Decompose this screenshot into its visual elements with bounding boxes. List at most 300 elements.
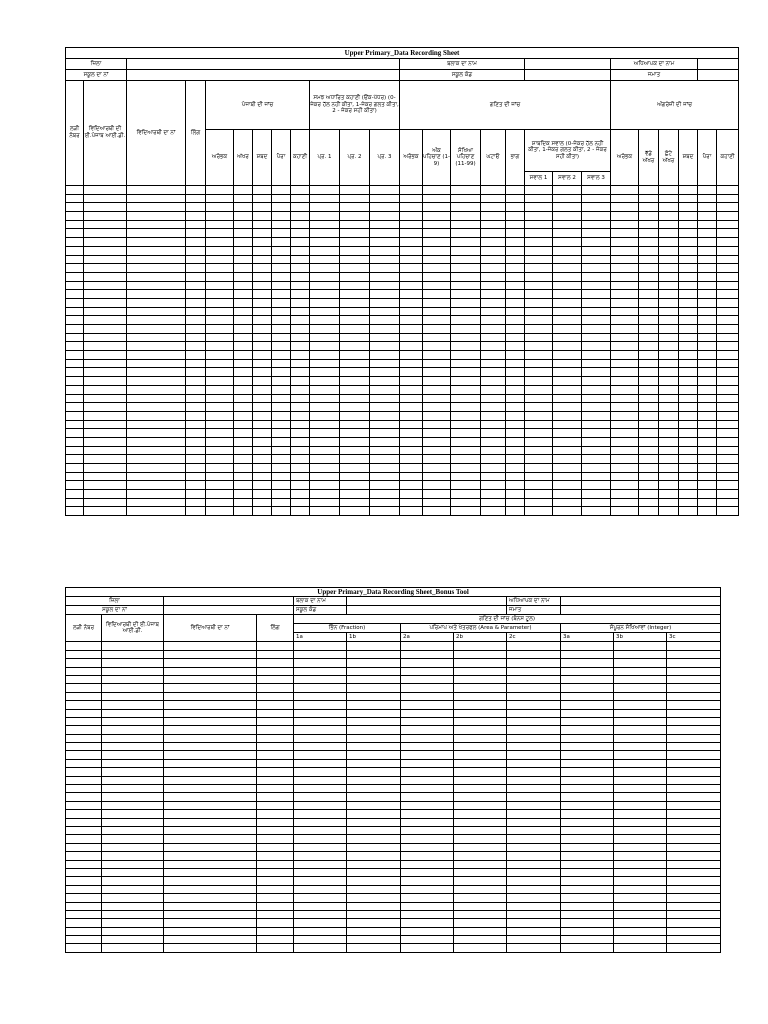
entry-cell[interactable] [611, 238, 639, 247]
entry-cell[interactable] [102, 675, 164, 683]
entry-cell[interactable] [400, 342, 423, 351]
entry-cell[interactable] [291, 411, 310, 420]
entry-cell[interactable] [186, 238, 206, 247]
entry-cell[interactable] [506, 385, 525, 394]
entry-cell[interactable] [253, 246, 272, 255]
entry-cell[interactable] [127, 481, 186, 490]
entry-cell[interactable] [614, 768, 667, 776]
entry-cell[interactable] [679, 186, 698, 195]
entry-cell[interactable] [272, 429, 291, 438]
entry-cell[interactable] [698, 498, 717, 507]
bonus-class-field[interactable] [561, 606, 721, 615]
entry-cell[interactable] [272, 411, 291, 420]
entry-cell[interactable] [102, 659, 164, 667]
entry-cell[interactable] [611, 437, 639, 446]
entry-cell[interactable] [698, 490, 717, 499]
entry-cell[interactable] [253, 359, 272, 368]
entry-cell[interactable] [310, 394, 340, 403]
entry-cell[interactable] [370, 481, 400, 490]
entry-cell[interactable] [127, 229, 186, 238]
entry-cell[interactable] [272, 359, 291, 368]
entry-cell[interactable] [553, 403, 582, 412]
entry-cell[interactable] [257, 801, 294, 809]
entry-cell[interactable] [234, 472, 253, 481]
entry-cell[interactable] [506, 325, 525, 334]
entry-cell[interactable] [717, 281, 739, 290]
entry-cell[interactable] [66, 481, 84, 490]
entry-cell[interactable] [717, 464, 739, 473]
entry-cell[interactable] [370, 333, 400, 342]
entry-cell[interactable] [127, 411, 186, 420]
entry-cell[interactable] [66, 220, 84, 229]
entry-cell[interactable] [253, 490, 272, 499]
entry-cell[interactable] [206, 238, 234, 247]
entry-cell[interactable] [698, 481, 717, 490]
entry-cell[interactable] [347, 902, 401, 910]
entry-cell[interactable] [614, 894, 667, 902]
entry-cell[interactable] [234, 212, 253, 221]
entry-cell[interactable] [66, 298, 84, 307]
entry-cell[interactable] [253, 429, 272, 438]
entry-cell[interactable] [66, 860, 102, 868]
entry-cell[interactable] [340, 455, 370, 464]
entry-cell[interactable] [347, 734, 401, 742]
entry-cell[interactable] [84, 238, 127, 247]
entry-cell[interactable] [659, 498, 679, 507]
entry-cell[interactable] [553, 298, 582, 307]
entry-cell[interactable] [347, 894, 401, 902]
entry-cell[interactable] [698, 429, 717, 438]
entry-cell[interactable] [272, 498, 291, 507]
entry-cell[interactable] [698, 507, 717, 516]
entry-cell[interactable] [553, 455, 582, 464]
entry-cell[interactable] [698, 220, 717, 229]
entry-cell[interactable] [639, 481, 659, 490]
entry-cell[interactable] [582, 307, 611, 316]
entry-cell[interactable] [611, 368, 639, 377]
entry-cell[interactable] [451, 411, 481, 420]
entry-cell[interactable] [234, 307, 253, 316]
entry-cell[interactable] [525, 316, 553, 325]
entry-cell[interactable] [454, 877, 507, 885]
entry-cell[interactable] [561, 894, 614, 902]
entry-cell[interactable] [234, 507, 253, 516]
entry-cell[interactable] [525, 255, 553, 264]
entry-cell[interactable] [164, 776, 257, 784]
entry-cell[interactable] [525, 490, 553, 499]
entry-cell[interactable] [400, 325, 423, 334]
entry-cell[interactable] [127, 455, 186, 464]
entry-cell[interactable] [423, 403, 451, 412]
entry-cell[interactable] [310, 403, 340, 412]
entry-cell[interactable] [310, 481, 340, 490]
entry-cell[interactable] [164, 717, 257, 725]
entry-cell[interactable] [347, 675, 401, 683]
entry-cell[interactable] [66, 717, 102, 725]
entry-cell[interactable] [340, 186, 370, 195]
entry-cell[interactable] [679, 272, 698, 281]
entry-cell[interactable] [451, 472, 481, 481]
entry-cell[interactable] [506, 368, 525, 377]
entry-cell[interactable] [561, 659, 614, 667]
entry-cell[interactable] [253, 333, 272, 342]
entry-cell[interactable] [582, 194, 611, 203]
entry-cell[interactable] [206, 359, 234, 368]
entry-cell[interactable] [253, 290, 272, 299]
entry-cell[interactable] [507, 642, 561, 650]
entry-cell[interactable] [84, 212, 127, 221]
entry-cell[interactable] [611, 298, 639, 307]
entry-cell[interactable] [186, 420, 206, 429]
entry-cell[interactable] [253, 455, 272, 464]
entry-cell[interactable] [659, 472, 679, 481]
entry-cell[interactable] [84, 385, 127, 394]
entry-cell[interactable] [614, 793, 667, 801]
entry-cell[interactable] [401, 768, 454, 776]
entry-cell[interactable] [423, 272, 451, 281]
entry-cell[interactable] [698, 246, 717, 255]
entry-cell[interactable] [206, 351, 234, 360]
entry-cell[interactable] [127, 307, 186, 316]
entry-cell[interactable] [659, 298, 679, 307]
entry-cell[interactable] [347, 936, 401, 944]
entry-cell[interactable] [400, 481, 423, 490]
entry-cell[interactable] [507, 717, 561, 725]
entry-cell[interactable] [659, 429, 679, 438]
entry-cell[interactable] [347, 751, 401, 759]
entry-cell[interactable] [102, 684, 164, 692]
entry-cell[interactable] [186, 246, 206, 255]
entry-cell[interactable] [561, 734, 614, 742]
entry-cell[interactable] [253, 507, 272, 516]
entry-cell[interactable] [659, 325, 679, 334]
entry-cell[interactable] [164, 843, 257, 851]
entry-cell[interactable] [659, 464, 679, 473]
entry-cell[interactable] [451, 186, 481, 195]
entry-cell[interactable] [400, 272, 423, 281]
entry-cell[interactable] [451, 394, 481, 403]
entry-cell[interactable] [164, 944, 257, 952]
entry-cell[interactable] [340, 403, 370, 412]
entry-cell[interactable] [294, 650, 347, 658]
entry-cell[interactable] [506, 264, 525, 273]
entry-cell[interactable] [127, 446, 186, 455]
entry-cell[interactable] [611, 411, 639, 420]
entry-cell[interactable] [507, 726, 561, 734]
entry-cell[interactable] [582, 342, 611, 351]
entry-cell[interactable] [127, 351, 186, 360]
entry-cell[interactable] [186, 298, 206, 307]
entry-cell[interactable] [340, 507, 370, 516]
entry-cell[interactable] [667, 717, 721, 725]
class-field[interactable] [698, 70, 739, 81]
entry-cell[interactable] [272, 351, 291, 360]
entry-cell[interactable] [66, 333, 84, 342]
entry-cell[interactable] [370, 464, 400, 473]
entry-cell[interactable] [234, 490, 253, 499]
entry-cell[interactable] [186, 194, 206, 203]
entry-cell[interactable] [257, 852, 294, 860]
entry-cell[interactable] [310, 298, 340, 307]
entry-cell[interactable] [272, 290, 291, 299]
entry-cell[interactable] [679, 472, 698, 481]
entry-cell[interactable] [370, 186, 400, 195]
entry-cell[interactable] [401, 936, 454, 944]
entry-cell[interactable] [84, 429, 127, 438]
entry-cell[interactable] [553, 220, 582, 229]
entry-cell[interactable] [507, 659, 561, 667]
entry-cell[interactable] [454, 793, 507, 801]
school-code-field[interactable] [525, 70, 611, 81]
entry-cell[interactable] [582, 359, 611, 368]
entry-cell[interactable] [553, 281, 582, 290]
entry-cell[interactable] [525, 290, 553, 299]
entry-cell[interactable] [717, 377, 739, 386]
entry-cell[interactable] [481, 351, 506, 360]
entry-cell[interactable] [370, 437, 400, 446]
entry-cell[interactable] [553, 307, 582, 316]
entry-cell[interactable] [525, 394, 553, 403]
entry-cell[interactable] [401, 659, 454, 667]
entry-cell[interactable] [451, 203, 481, 212]
entry-cell[interactable] [234, 385, 253, 394]
entry-cell[interactable] [667, 793, 721, 801]
entry-cell[interactable] [679, 264, 698, 273]
entry-cell[interactable] [507, 801, 561, 809]
entry-cell[interactable] [561, 936, 614, 944]
entry-cell[interactable] [639, 437, 659, 446]
entry-cell[interactable] [272, 194, 291, 203]
entry-cell[interactable] [561, 835, 614, 843]
entry-cell[interactable] [257, 944, 294, 952]
entry-cell[interactable] [506, 446, 525, 455]
entry-cell[interactable] [272, 368, 291, 377]
entry-cell[interactable] [401, 826, 454, 834]
entry-cell[interactable] [639, 446, 659, 455]
entry-cell[interactable] [310, 194, 340, 203]
entry-cell[interactable] [639, 490, 659, 499]
entry-cell[interactable] [507, 734, 561, 742]
entry-cell[interactable] [553, 420, 582, 429]
entry-cell[interactable] [234, 264, 253, 273]
entry-cell[interactable] [257, 910, 294, 918]
entry-cell[interactable] [66, 902, 102, 910]
entry-cell[interactable] [400, 194, 423, 203]
entry-cell[interactable] [66, 255, 84, 264]
entry-cell[interactable] [423, 220, 451, 229]
entry-cell[interactable] [84, 464, 127, 473]
entry-cell[interactable] [66, 743, 102, 751]
entry-cell[interactable] [507, 743, 561, 751]
entry-cell[interactable] [698, 437, 717, 446]
entry-cell[interactable] [347, 743, 401, 751]
entry-cell[interactable] [423, 377, 451, 386]
entry-cell[interactable] [717, 342, 739, 351]
entry-cell[interactable] [454, 642, 507, 650]
entry-cell[interactable] [253, 368, 272, 377]
entry-cell[interactable] [400, 307, 423, 316]
entry-cell[interactable] [206, 377, 234, 386]
entry-cell[interactable] [291, 420, 310, 429]
entry-cell[interactable] [206, 333, 234, 342]
entry-cell[interactable] [506, 220, 525, 229]
entry-cell[interactable] [272, 203, 291, 212]
entry-cell[interactable] [525, 272, 553, 281]
entry-cell[interactable] [667, 751, 721, 759]
entry-cell[interactable] [423, 281, 451, 290]
entry-cell[interactable] [561, 743, 614, 751]
entry-cell[interactable] [84, 203, 127, 212]
entry-cell[interactable] [481, 298, 506, 307]
entry-cell[interactable] [272, 377, 291, 386]
entry-cell[interactable] [454, 919, 507, 927]
entry-cell[interactable] [234, 333, 253, 342]
entry-cell[interactable] [639, 411, 659, 420]
entry-cell[interactable] [291, 194, 310, 203]
entry-cell[interactable] [717, 455, 739, 464]
entry-cell[interactable] [639, 394, 659, 403]
entry-cell[interactable] [66, 281, 84, 290]
entry-cell[interactable] [370, 316, 400, 325]
entry-cell[interactable] [614, 701, 667, 709]
entry-cell[interactable] [257, 894, 294, 902]
entry-cell[interactable] [102, 919, 164, 927]
entry-cell[interactable] [257, 659, 294, 667]
entry-cell[interactable] [525, 455, 553, 464]
entry-cell[interactable] [614, 919, 667, 927]
entry-cell[interactable] [698, 394, 717, 403]
entry-cell[interactable] [553, 272, 582, 281]
entry-cell[interactable] [340, 264, 370, 273]
entry-cell[interactable] [525, 325, 553, 334]
entry-cell[interactable] [679, 385, 698, 394]
entry-cell[interactable] [639, 455, 659, 464]
entry-cell[interactable] [272, 333, 291, 342]
entry-cell[interactable] [253, 229, 272, 238]
entry-cell[interactable] [717, 498, 739, 507]
entry-cell[interactable] [507, 826, 561, 834]
entry-cell[interactable] [206, 498, 234, 507]
entry-cell[interactable] [582, 351, 611, 360]
entry-cell[interactable] [614, 675, 667, 683]
entry-cell[interactable] [667, 692, 721, 700]
entry-cell[interactable] [294, 801, 347, 809]
entry-cell[interactable] [291, 481, 310, 490]
entry-cell[interactable] [66, 238, 84, 247]
entry-cell[interactable] [506, 238, 525, 247]
entry-cell[interactable] [401, 776, 454, 784]
entry-cell[interactable] [454, 910, 507, 918]
entry-cell[interactable] [454, 835, 507, 843]
entry-cell[interactable] [234, 255, 253, 264]
entry-cell[interactable] [253, 325, 272, 334]
entry-cell[interactable] [206, 446, 234, 455]
entry-cell[interactable] [423, 455, 451, 464]
entry-cell[interactable] [481, 246, 506, 255]
entry-cell[interactable] [340, 464, 370, 473]
entry-cell[interactable] [84, 186, 127, 195]
entry-cell[interactable] [272, 437, 291, 446]
entry-cell[interactable] [525, 464, 553, 473]
entry-cell[interactable] [582, 481, 611, 490]
entry-cell[interactable] [84, 351, 127, 360]
entry-cell[interactable] [401, 751, 454, 759]
entry-cell[interactable] [291, 351, 310, 360]
entry-cell[interactable] [66, 368, 84, 377]
entry-cell[interactable] [506, 455, 525, 464]
entry-cell[interactable] [454, 734, 507, 742]
entry-cell[interactable] [582, 298, 611, 307]
entry-cell[interactable] [206, 281, 234, 290]
entry-cell[interactable] [84, 229, 127, 238]
entry-cell[interactable] [659, 420, 679, 429]
entry-cell[interactable] [257, 684, 294, 692]
entry-cell[interactable] [400, 411, 423, 420]
entry-cell[interactable] [423, 342, 451, 351]
entry-cell[interactable] [561, 801, 614, 809]
entry-cell[interactable] [84, 264, 127, 273]
entry-cell[interactable] [347, 701, 401, 709]
entry-cell[interactable] [102, 642, 164, 650]
entry-cell[interactable] [451, 238, 481, 247]
entry-cell[interactable] [561, 759, 614, 767]
entry-cell[interactable] [611, 481, 639, 490]
entry-cell[interactable] [454, 852, 507, 860]
entry-cell[interactable] [253, 342, 272, 351]
entry-cell[interactable] [291, 229, 310, 238]
entry-cell[interactable] [294, 675, 347, 683]
entry-cell[interactable] [481, 333, 506, 342]
entry-cell[interactable] [347, 785, 401, 793]
entry-cell[interactable] [206, 246, 234, 255]
entry-cell[interactable] [423, 498, 451, 507]
entry-cell[interactable] [451, 498, 481, 507]
entry-cell[interactable] [272, 264, 291, 273]
entry-cell[interactable] [253, 437, 272, 446]
entry-cell[interactable] [667, 826, 721, 834]
entry-cell[interactable] [614, 843, 667, 851]
entry-cell[interactable] [698, 377, 717, 386]
entry-cell[interactable] [310, 377, 340, 386]
entry-cell[interactable] [679, 420, 698, 429]
entry-cell[interactable] [66, 868, 102, 876]
entry-cell[interactable] [423, 316, 451, 325]
entry-cell[interactable] [698, 229, 717, 238]
entry-cell[interactable] [454, 709, 507, 717]
entry-cell[interactable] [667, 927, 721, 935]
entry-cell[interactable] [340, 446, 370, 455]
entry-cell[interactable] [347, 835, 401, 843]
entry-cell[interactable] [639, 186, 659, 195]
entry-cell[interactable] [507, 793, 561, 801]
entry-cell[interactable] [310, 203, 340, 212]
entry-cell[interactable] [272, 272, 291, 281]
entry-cell[interactable] [66, 351, 84, 360]
entry-cell[interactable] [84, 394, 127, 403]
entry-cell[interactable] [253, 446, 272, 455]
entry-cell[interactable] [84, 325, 127, 334]
entry-cell[interactable] [667, 759, 721, 767]
entry-cell[interactable] [454, 684, 507, 692]
entry-cell[interactable] [186, 307, 206, 316]
entry-cell[interactable] [84, 220, 127, 229]
entry-cell[interactable] [272, 403, 291, 412]
entry-cell[interactable] [291, 437, 310, 446]
entry-cell[interactable] [370, 507, 400, 516]
entry-cell[interactable] [698, 298, 717, 307]
entry-cell[interactable] [717, 290, 739, 299]
entry-cell[interactable] [582, 411, 611, 420]
